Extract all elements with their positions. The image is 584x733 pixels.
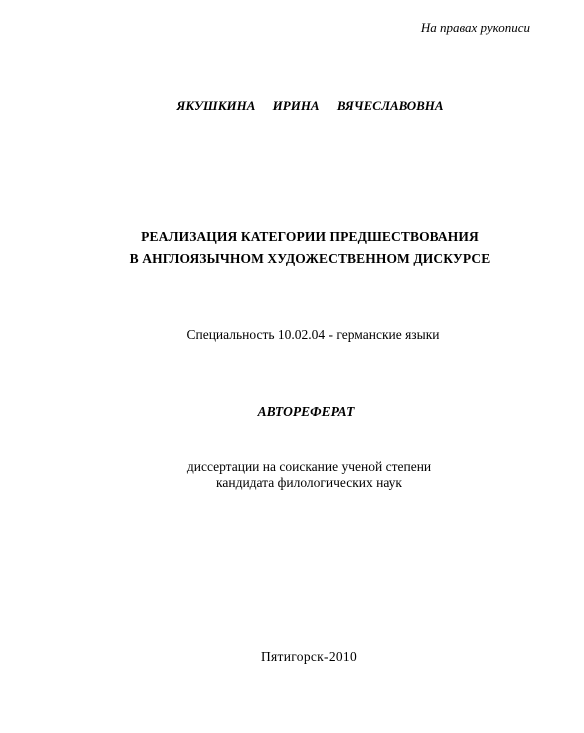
place-year: Пятигорск-2010 (260, 649, 358, 664)
author-name: ЯКУШКИНА ИРИНА ВЯЧЕСЛАВОВНА (176, 98, 444, 113)
title-line-1: РЕАЛИЗАЦИЯ КАТЕГОРИИ ПРЕДШЕСТВОВАНИЯ (141, 229, 479, 244)
degree-line-1: диссертации на соискание ученой степени (186, 459, 432, 474)
specialty-text: Специальность 10.02.04 - германские языки (186, 327, 440, 342)
document-type-label: АВТОРЕФЕРАТ (257, 404, 355, 419)
title-line-2: В АНГЛОЯЗЫЧНОМ ХУДОЖЕСТВЕННОМ ДИСКУРСЕ (129, 251, 491, 266)
degree-line-2: кандидата филологических наук (216, 475, 402, 490)
rights-note: На правах рукописи (420, 20, 530, 35)
